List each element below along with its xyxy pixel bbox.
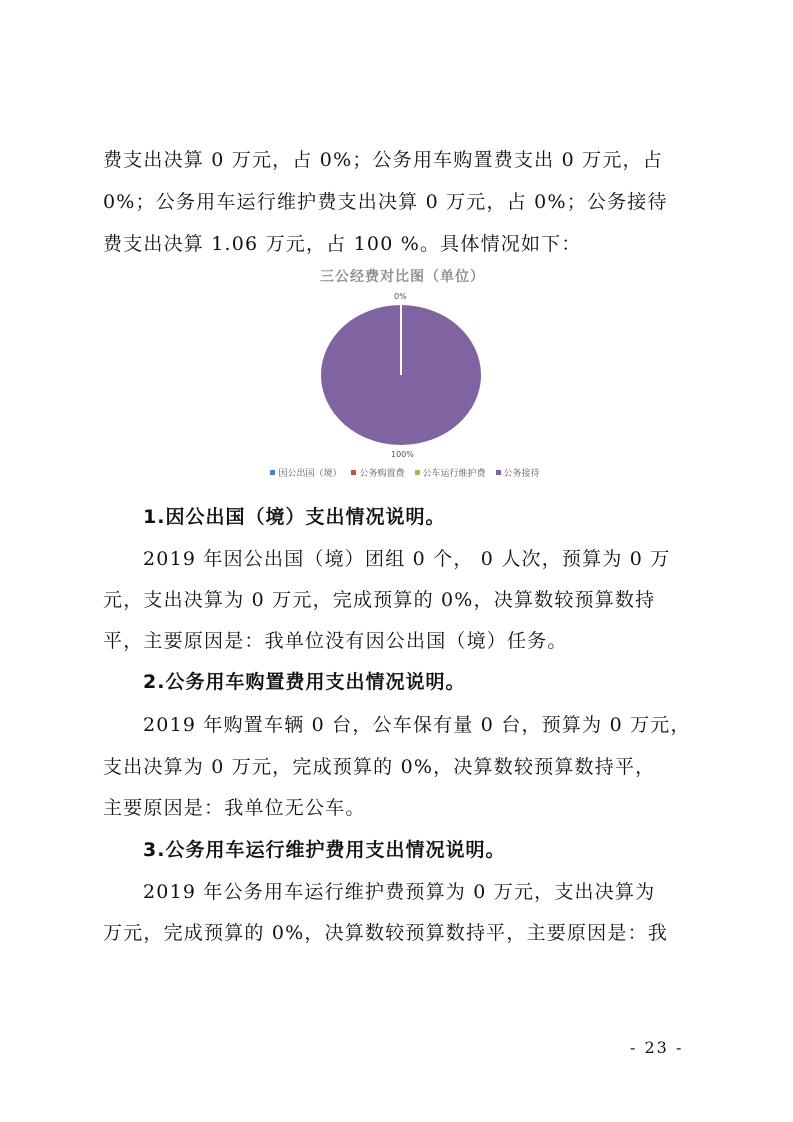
section-2-line-1: 2019 年购置车辆 0 台，公车保有量 0 台，预算为 0 万元， xyxy=(143,714,691,736)
pie-label-bottom: 100% xyxy=(391,450,414,459)
pie-label-top: 0% xyxy=(394,292,407,301)
section-1-line-1: 2019 年因公出国（境）团组 0 个， 0 人次，预算为 0 万 xyxy=(143,548,671,570)
page-number: - 23 - xyxy=(630,1038,684,1057)
intro-line-2: 0%；公务用车运行维护费支出决算 0 万元，占 0%；公务接待 xyxy=(103,191,668,213)
legend-swatch-icon xyxy=(270,470,275,475)
intro-line-1: 费支出决算 0 万元，占 0%；公务用车购置费支出 0 万元，占 xyxy=(103,149,663,171)
section-3-line-1: 2019 年公务用车运行维护费预算为 0 万元，支出决算为 xyxy=(143,881,656,903)
legend-item-2 xyxy=(351,466,404,479)
section-3-heading: 3.公务用车运行维护费用支出情况说明。 xyxy=(143,839,506,861)
section-2-heading: 2.公务用车购置费用支出情况说明。 xyxy=(143,671,466,693)
chart-legend xyxy=(240,466,570,479)
legend-item-4 xyxy=(496,466,540,479)
legend-item-3 xyxy=(415,466,486,479)
legend-label: 公务购置费 xyxy=(359,469,405,479)
section-3-line-2: 万元，完成预算的 0%，决算数较预算数持平，主要原因是：我 xyxy=(103,922,668,944)
intro-line-3: 费支出决算 1.06 万元，占 100 %。具体情况如下： xyxy=(103,233,582,255)
legend-swatch-icon xyxy=(351,470,356,475)
section-2-line-2: 支出决算为 0 万元，完成预算的 0%，决算数较预算数持平， xyxy=(103,756,656,778)
legend-swatch-icon xyxy=(496,470,501,475)
section-1-line-2: 元，支出决算为 0 万元，完成预算的 0%，决算数较预算数持 xyxy=(103,589,656,611)
legend-swatch-icon xyxy=(415,470,420,475)
section-2-line-3: 主要原因是：我单位无公车。 xyxy=(103,797,366,819)
section-1-line-3: 平，主要原因是：我单位没有因公出国（境）任务。 xyxy=(103,630,568,652)
chart-title: 三公经费对比图（单位） xyxy=(320,269,485,285)
legend-label: 因公出国（境） xyxy=(278,469,342,479)
section-1-heading: 1.因公出国（境）支出情况说明。 xyxy=(143,506,446,528)
legend-label: 公务接待 xyxy=(503,469,540,479)
legend-item-1 xyxy=(270,466,341,479)
pie-chart xyxy=(320,304,482,446)
legend-label: 公车运行维护费 xyxy=(422,469,486,479)
